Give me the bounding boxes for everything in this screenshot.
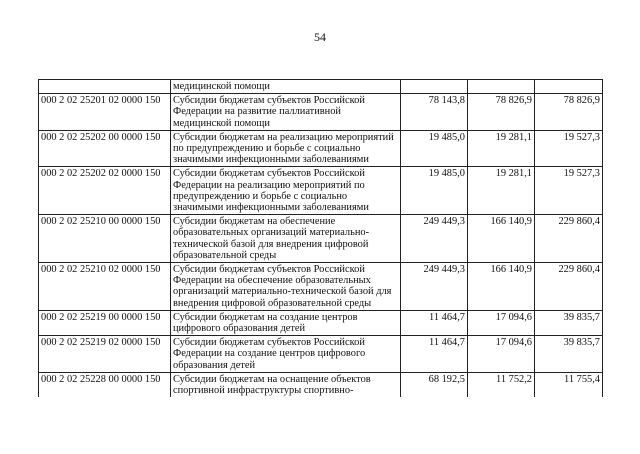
table-row [39,94,603,131]
budget-code-cell [39,80,171,94]
amount-cell-3: 78 826,9 [535,94,603,131]
table-row [39,310,603,335]
amount-cell-3: 229 860,4 [535,215,603,263]
amount-cell-1: 19 485,0 [401,167,468,215]
table-row [39,215,603,263]
amount-cell-2: 11 752,2 [468,372,535,397]
table-row [39,130,603,167]
budget-code-cell: 000 2 02 25201 02 0000 150 [39,94,171,131]
description-cell: Субсидии бюджетам на обеспечение образовательных организаций материально-технической базой для внедрения цифровой образовательной среды [171,215,401,263]
amount-cell-2: 19 281,1 [468,130,535,167]
table-row [39,372,603,397]
amount-cell-3: 19 527,3 [535,130,603,167]
description-cell: Субсидии бюджетам на реализацию мероприятий по предупреждению и борьбе с социально значимыми инфекционными заболеваниями [171,130,401,167]
amount-cell-2: 17 094,6 [468,336,535,373]
amount-cell-2: 17 094,6 [468,310,535,335]
amount-cell-1: 11 464,7 [401,310,468,335]
budget-code-cell: 000 2 02 25228 00 0000 150 [39,372,171,397]
table-row [39,80,603,94]
budget-code-cell: 000 2 02 25210 02 0000 150 [39,263,171,311]
amount-cell-2: 78 826,9 [468,94,535,131]
description-cell: Субсидии бюджетам на создание центров цифрового образования детей [171,310,401,335]
budget-code-cell: 000 2 02 25202 00 0000 150 [39,130,171,167]
description-cell: медицинской помощи [171,80,401,94]
amount-cell-2: 19 281,1 [468,167,535,215]
table-row [39,167,603,215]
amount-cell-3: 11 755,4 [535,372,603,397]
amount-cell-1 [401,80,468,94]
amount-cell-1: 68 192,5 [401,372,468,397]
budget-code-cell: 000 2 02 25219 02 0000 150 [39,336,171,373]
amount-cell-3: 39 835,7 [535,336,603,373]
description-cell: Субсидии бюджетам субъектов Российской Федерации на развитие паллиативной медицинской помощи [171,94,401,131]
description-cell: Субсидии бюджетам на оснащение объектов спортивной инфраструктуры спортивно- [171,372,401,397]
table-row [39,336,603,373]
description-cell: Субсидии бюджетам субъектов Российской Федерации на обеспечение образовательных организаций материально-технической базой для внедрения цифровой образовательной среды [171,263,401,311]
budget-code-cell: 000 2 02 25210 00 0000 150 [39,215,171,263]
amount-cell-3: 39 835,7 [535,310,603,335]
amount-cell-3: 19 527,3 [535,167,603,215]
description-cell: Субсидии бюджетам субъектов Российской Федерации на реализацию мероприятий по предупреждению и борьбе с социально значимыми инфекционными заболеваниями [171,167,401,215]
amount-cell-1: 249 449,3 [401,263,468,311]
amount-cell-1: 249 449,3 [401,215,468,263]
table-row [39,263,603,311]
page-number: 54 [314,30,326,44]
amount-cell-2 [468,80,535,94]
budget-table [38,79,603,397]
amount-cell-1: 11 464,7 [401,336,468,373]
amount-cell-3 [535,80,603,94]
amount-cell-2: 166 140,9 [468,215,535,263]
amount-cell-3: 229 860,4 [535,263,603,311]
amount-cell-1: 78 143,8 [401,94,468,131]
budget-code-cell: 000 2 02 25202 02 0000 150 [39,167,171,215]
description-cell: Субсидии бюджетам субъектов Российской Федерации на создание центров цифрового образования детей [171,336,401,373]
amount-cell-1: 19 485,0 [401,130,468,167]
budget-code-cell: 000 2 02 25219 00 0000 150 [39,310,171,335]
amount-cell-2: 166 140,9 [468,263,535,311]
